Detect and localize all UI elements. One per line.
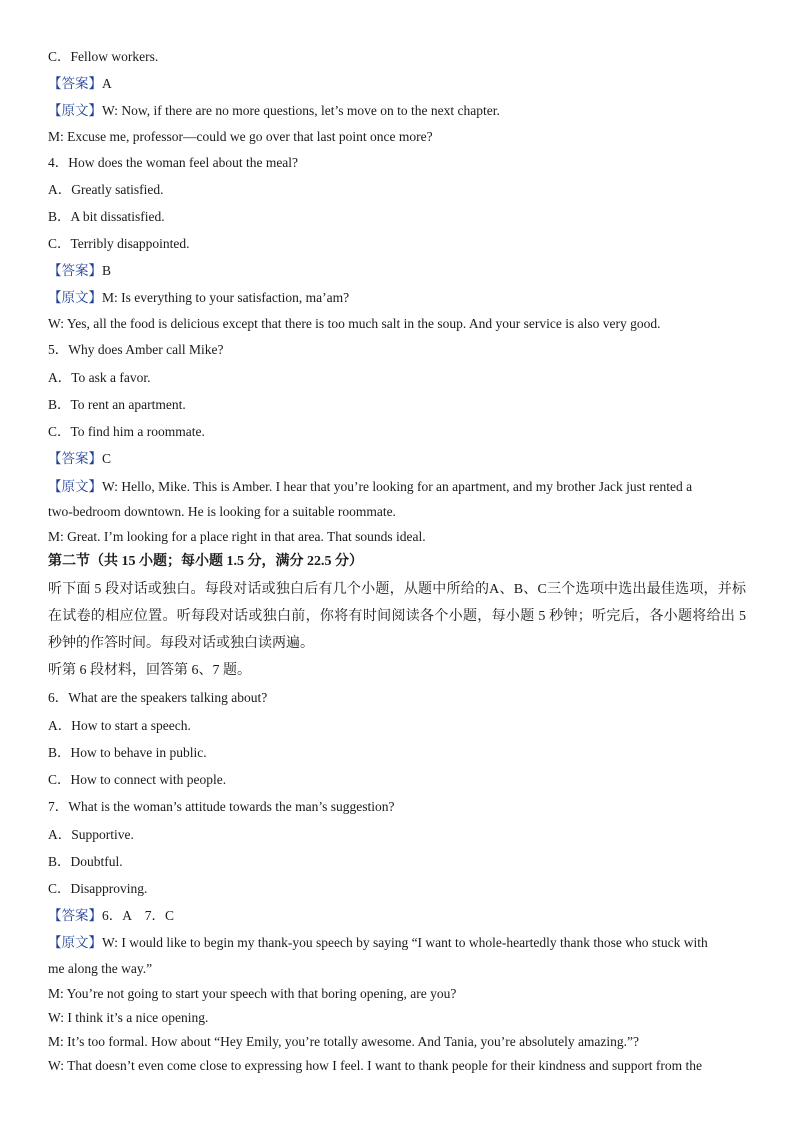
line-text: A．To ask a favor. bbox=[48, 370, 151, 385]
question-6 bbox=[48, 689, 267, 707]
option-c-q7 bbox=[48, 880, 147, 898]
instructions-line bbox=[48, 635, 314, 653]
answer-q5 bbox=[48, 450, 111, 468]
answer-q4 bbox=[48, 262, 111, 280]
line-text: A．Greatly satisfied. bbox=[48, 182, 164, 197]
line-text: 4．How does the woman feel about the meal? bbox=[48, 155, 299, 170]
transcript-line bbox=[48, 1009, 208, 1027]
line-text: B．Doubtful. bbox=[48, 854, 123, 869]
line-text: C．Disapproving. bbox=[48, 881, 148, 896]
line-text: M: You’re not going to start your speech with that boring opening, are you? bbox=[48, 986, 457, 1001]
option-a-q5 bbox=[48, 369, 151, 387]
question-4 bbox=[48, 154, 298, 172]
option-b-q4 bbox=[48, 208, 165, 226]
answer-value: 6．A 7．C bbox=[102, 908, 175, 923]
line-text: 在试卷的相应位置。听每段对话或独白前，你将有时间阅读各个小题，每小题 5 秒钟；听完后，各小题将给出 5 bbox=[48, 609, 746, 624]
instructions-line bbox=[48, 608, 746, 626]
answer-tag: 【答案】 bbox=[48, 451, 102, 466]
option-b-q7 bbox=[48, 853, 123, 871]
line-text: M: It’s too formal. How about “Hey Emily, you’re totally awesome. And Tania, you’re absolutely amazing.”? bbox=[48, 1034, 640, 1049]
transcript-line bbox=[48, 503, 396, 521]
line-text: two-bedroom downtown. He is looking for a suitable roommate. bbox=[48, 504, 396, 519]
transcript-text: M: Is everything to your satisfaction, ma’am? bbox=[102, 290, 350, 305]
option-c-q4 bbox=[48, 235, 190, 253]
option-b-q6 bbox=[48, 744, 207, 762]
answer-value: C bbox=[102, 451, 112, 466]
transcript-line bbox=[48, 960, 152, 978]
line-text: C．Terribly disappointed. bbox=[48, 236, 190, 251]
transcript-line bbox=[48, 128, 433, 146]
answer-value: A bbox=[102, 76, 112, 91]
transcript-tag: 【原文】 bbox=[48, 290, 102, 305]
transcript-q6-q7 bbox=[48, 934, 708, 952]
transcript-line bbox=[48, 1033, 639, 1051]
line-text: B．A bit dissatisfied. bbox=[48, 209, 165, 224]
line-text: W: That doesn’t even come close to expressing how I feel. I want to thank people for their kindness and support from the bbox=[48, 1058, 702, 1073]
option-a-q6 bbox=[48, 717, 191, 735]
answer-tag: 【答案】 bbox=[48, 908, 102, 923]
transcript-line bbox=[48, 1057, 702, 1075]
line-text: W: I think it’s a nice opening. bbox=[48, 1010, 209, 1025]
line-text: A．Supportive. bbox=[48, 827, 134, 842]
line-text: C．Fellow workers. bbox=[48, 49, 159, 64]
option-b-q5 bbox=[48, 396, 186, 414]
line-text: 6．What are the speakers talking about? bbox=[48, 690, 268, 705]
transcript-text: W: I would like to begin my thank-you speech by saying “I want to whole-heartedly thank those who stuck with bbox=[102, 935, 708, 950]
line-text: B．How to behave in public. bbox=[48, 745, 207, 760]
line-text: 听下面 5 段对话或独白。每段对话或独白后有几个小题，从题中所给的A、B、C三个选项中选出最佳选项，并标 bbox=[48, 582, 746, 597]
option-c-q3 bbox=[48, 48, 158, 66]
line-text: W: Yes, all the food is delicious except that there is too much salt in the soup. And your service is also very good. bbox=[48, 316, 661, 331]
material-intro bbox=[48, 662, 251, 680]
transcript-line bbox=[48, 315, 661, 333]
question-5 bbox=[48, 341, 223, 359]
line-text: A．How to start a speech. bbox=[48, 718, 191, 733]
line-text: 听第 6 段材料，回答第 6、7 题。 bbox=[48, 663, 251, 678]
transcript-tag: 【原文】 bbox=[48, 935, 102, 950]
option-c-q5 bbox=[48, 423, 205, 441]
option-a-q7 bbox=[48, 826, 134, 844]
transcript-tag: 【原文】 bbox=[48, 103, 102, 118]
section-heading bbox=[48, 553, 363, 571]
answer-q3 bbox=[48, 75, 112, 93]
transcript-line bbox=[48, 985, 456, 1003]
transcript-text: W: Now, if there are no more questions, let’s move on to the next chapter. bbox=[102, 103, 500, 118]
transcript-q5 bbox=[48, 478, 692, 496]
option-a-q4 bbox=[48, 181, 163, 199]
heading-text: 第二节（共 15 小题；每小题 1.5 分，满分 22.5 分） bbox=[48, 554, 363, 569]
line-text: M: Great. I’m looking for a place right in that area. That sounds ideal. bbox=[48, 529, 426, 544]
transcript-q4 bbox=[48, 289, 349, 307]
answer-tag: 【答案】 bbox=[48, 76, 102, 91]
line-text: 秒钟的作答时间。每段对话或独白读两遍。 bbox=[48, 636, 314, 651]
line-text: M: Excuse me, professor—could we go over that last point once more? bbox=[48, 129, 433, 144]
line-text: 7．What is the woman’s attitude towards the man’s suggestion? bbox=[48, 799, 395, 814]
option-c-q6 bbox=[48, 771, 226, 789]
transcript-q3 bbox=[48, 102, 500, 120]
transcript-text: W: Hello, Mike. This is Amber. I hear that you’re looking for an apartment, and my brother Jack just rented a bbox=[102, 479, 693, 494]
question-7 bbox=[48, 798, 394, 816]
line-text: B．To rent an apartment. bbox=[48, 397, 186, 412]
transcript-tag: 【原文】 bbox=[48, 479, 102, 494]
instructions-line bbox=[48, 581, 746, 599]
transcript-line bbox=[48, 528, 426, 546]
line-text: C．How to connect with people. bbox=[48, 772, 227, 787]
line-text: 5．Why does Amber call Mike? bbox=[48, 342, 224, 357]
line-text: C．To find him a roommate. bbox=[48, 424, 205, 439]
answer-q6-q7 bbox=[48, 907, 174, 925]
answer-value: B bbox=[102, 263, 112, 278]
line-text: me along the way.” bbox=[48, 961, 153, 976]
answer-tag: 【答案】 bbox=[48, 263, 102, 278]
